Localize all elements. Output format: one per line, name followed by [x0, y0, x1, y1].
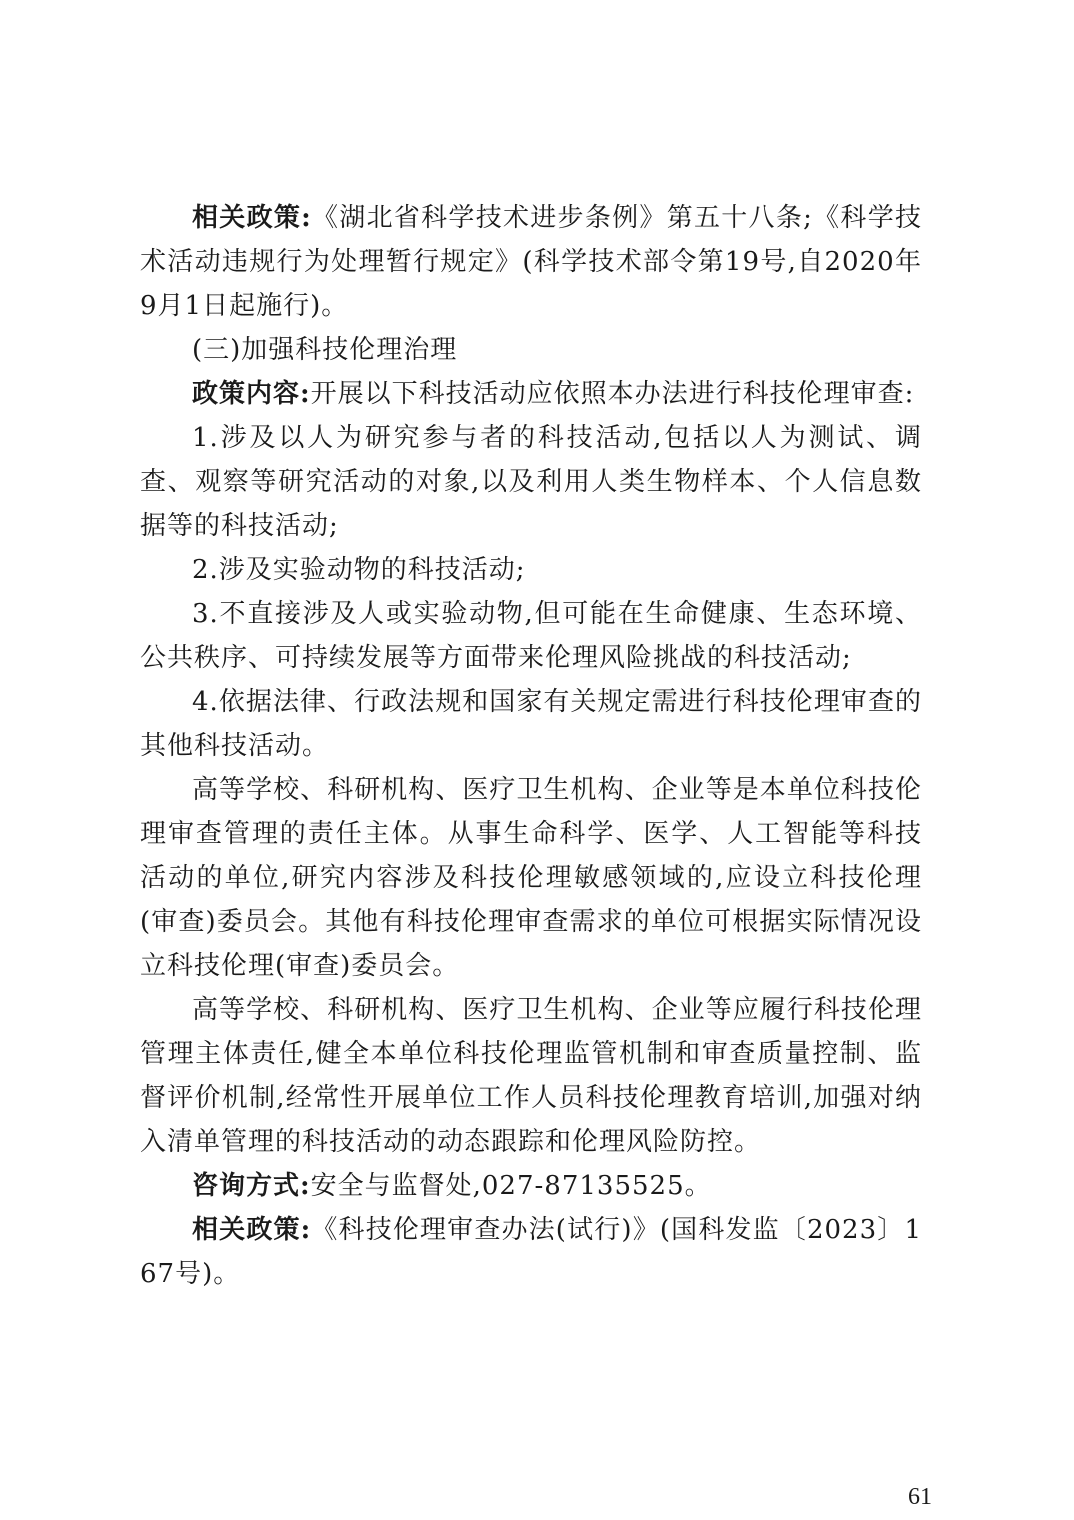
- consultation-paragraph: [140, 1164, 922, 1208]
- list-item-2: 2.涉及实验动物的科技活动;: [192, 555, 526, 585]
- related-policy-paragraph-2: [140, 1208, 922, 1296]
- related-policy-text-1: 《湖北省科学技术进步条例》第五十八条;《科学技术活动违规行为处理暂行规定》(科学技术部令第19号,自2020年9月1日起施行)。: [140, 203, 922, 321]
- related-policy-label-1: 相关政策:: [192, 203, 312, 233]
- related-policy-paragraph-1: [140, 196, 922, 328]
- body-paragraph-responsibility: 高等学校、科研机构、医疗卫生机构、企业等是本单位科技伦理审查管理的责任主体。从事生命科学、医学、人工智能等科技活动的单位,研究内容涉及科技伦理敏感领域的,应设立科技伦理(审查)委员会。其他有科技伦理审查需求的单位可根据实际情况设立科技伦理(审查)委员会。: [140, 775, 922, 981]
- section-heading: (三)加强科技伦理治理: [192, 335, 458, 365]
- consultation-text: 安全与监督处,027-87135525。: [310, 1171, 712, 1201]
- page-number: 61: [908, 1484, 932, 1510]
- list-item-1: 1.涉及以人为研究参与者的科技活动,包括以人为测试、调查、观察等研究活动的对象,以及利用人类生物样本、个人信息数据等的科技活动;: [140, 423, 922, 541]
- policy-content-text: 开展以下科技活动应依照本办法进行科技伦理审查:: [310, 379, 915, 409]
- list-item-4: 4.依据法律、行政法规和国家有关规定需进行科技伦理审查的其他科技活动。: [140, 687, 922, 761]
- document-body: [140, 196, 922, 1296]
- consultation-label: 咨询方式:: [192, 1171, 311, 1201]
- body-paragraph-management: 高等学校、科研机构、医疗卫生机构、企业等应履行科技伦理管理主体责任,健全本单位科技伦理监管机制和审查质量控制、监督评价机制,经常性开展单位工作人员科技伦理教育培训,加强对纳入清单管理的科技活动的动态跟踪和伦理风险防控。: [140, 995, 922, 1157]
- related-policy-label-2: 相关政策:: [192, 1215, 312, 1245]
- policy-content-paragraph: [140, 372, 922, 416]
- policy-content-label: 政策内容:: [192, 379, 311, 409]
- list-item-3: 3.不直接涉及人或实验动物,但可能在生命健康、生态环境、公共秩序、可持续发展等方面带来伦理风险挑战的科技活动;: [140, 599, 922, 673]
- related-policy-text-2: 《科技伦理审查办法(试行)》(国科发监〔2023〕167号)。: [140, 1215, 922, 1289]
